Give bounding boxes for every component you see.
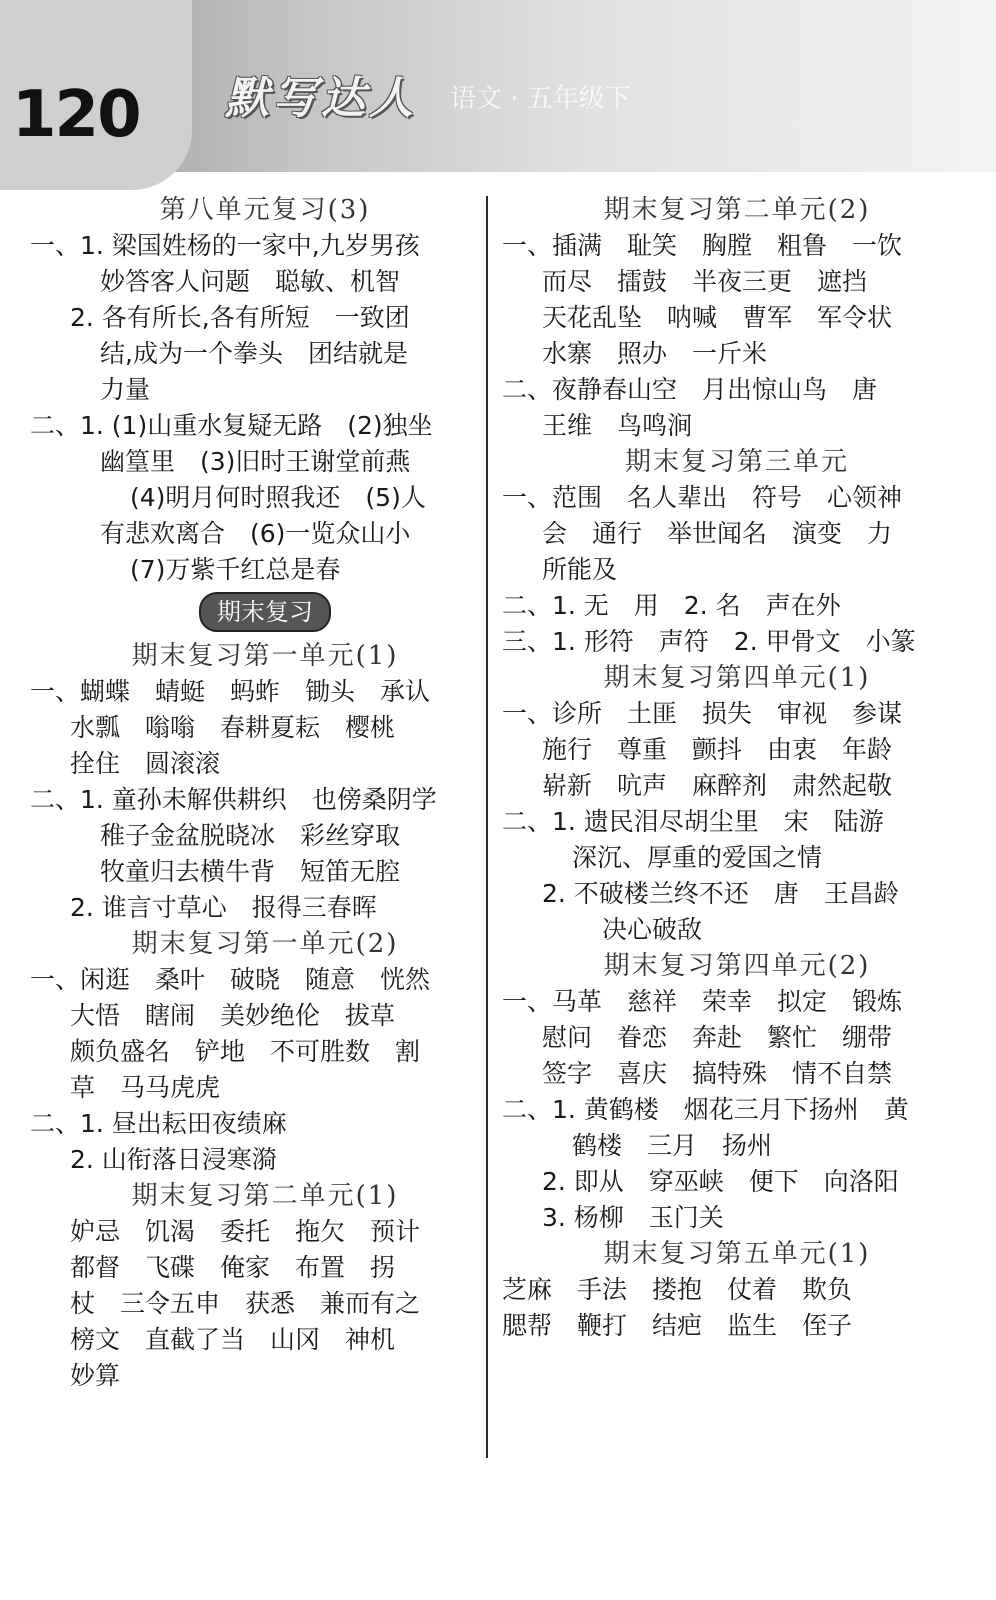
section-title: 期末复习第四单元(2) xyxy=(603,951,871,981)
section-title: 期末复习第二单元(2) xyxy=(603,195,871,225)
right-column xyxy=(502,192,972,1344)
answer-line: 一、范围 名人辈出 符号 心领神 xyxy=(502,483,903,512)
section-title: 期末复习第三单元 xyxy=(624,447,849,477)
section-title: 期末复习第一单元(2) xyxy=(131,929,399,959)
answer-line: 二、1. (1)山重水复疑无路 (2)独坐 xyxy=(30,411,433,440)
final-review-badge: 期末复习 xyxy=(199,592,331,632)
answer-line: 二、1. 遗民泪尽胡尘里 宋 陆游 xyxy=(502,807,884,836)
subject-grade: 语文 · 五年级下 xyxy=(450,84,631,114)
answer-line: 会 通行 举世闻名 演变 力 xyxy=(542,519,893,548)
answer-line: 妙答客人问题 聪敏、机智 xyxy=(100,267,401,296)
answer-line: 决心破敌 xyxy=(602,915,703,944)
answer-line: 妙算 xyxy=(70,1361,121,1390)
answer-line: 2. 即从 穿巫峡 便下 向洛阳 xyxy=(542,1167,899,1196)
answer-line: 一、马革 慈祥 荣幸 拟定 锻炼 xyxy=(502,987,903,1016)
answer-line: 腮帮 鞭打 结疤 监生 侄子 xyxy=(502,1311,853,1340)
answer-line: 幽篁里 (3)旧时王谢堂前燕 xyxy=(100,447,411,476)
section-title: 第八单元复习(3) xyxy=(159,195,371,225)
answer-line: 榜文 直截了当 山冈 神机 xyxy=(70,1325,396,1354)
answer-line: 水寨 照办 一斤米 xyxy=(542,339,768,368)
answer-line: 都督 飞碟 俺家 布置 拐 xyxy=(70,1253,396,1282)
answer-line: 牧童归去横牛背 短笛无腔 xyxy=(100,857,401,886)
section-title: 期末复习第四单元(1) xyxy=(603,663,871,693)
answer-line: 3. 杨柳 玉门关 xyxy=(542,1203,724,1232)
answer-line: 施行 尊重 颤抖 由衷 年龄 xyxy=(542,735,893,764)
answer-line: 签字 喜庆 搞特殊 情不自禁 xyxy=(542,1059,893,1088)
answer-line: 崭新 吭声 麻醉剂 肃然起敬 xyxy=(542,771,893,800)
answer-line: 芝麻 手法 搂抱 仗着 欺负 xyxy=(502,1275,853,1304)
section-title: 期末复习第二单元(1) xyxy=(131,1181,399,1211)
answer-line: 一、闲逛 桑叶 破晓 随意 恍然 xyxy=(30,965,431,994)
answer-line: 水瓢 嗡嗡 春耕夏耘 樱桃 xyxy=(70,713,396,742)
answer-line: (4)明月何时照我还 (5)人 xyxy=(130,483,426,512)
answer-line: 2. 不破楼兰终不还 唐 王昌龄 xyxy=(542,879,899,908)
answer-line: 稚子金盆脱晓冰 彩丝穿取 xyxy=(100,821,401,850)
brand-title: 默写达人 xyxy=(225,73,417,124)
answer-line: 一、1. 梁国姓杨的一家中,九岁男孩 xyxy=(30,231,420,260)
answer-line: 而尽 擂鼓 半夜三更 遮挡 xyxy=(542,267,868,296)
answer-line: 鹤楼 三月 扬州 xyxy=(572,1131,773,1160)
column-divider xyxy=(486,196,488,1458)
answer-line: 二、1. 黄鹤楼 烟花三月下扬州 黄 xyxy=(502,1095,909,1124)
answer-line: 杖 三令五申 获悉 兼而有之 xyxy=(70,1289,421,1318)
answer-line: 深沉、厚重的爱国之情 xyxy=(572,843,823,872)
answer-line: 大悟 瞎闹 美妙绝伦 拔草 xyxy=(70,1001,396,1030)
answer-line: 二、夜静春山空 月出惊山鸟 唐 xyxy=(502,375,878,404)
answer-line: 颇负盛名 铲地 不可胜数 割 xyxy=(70,1037,421,1066)
final-review-banner xyxy=(30,592,500,632)
answer-line: 所能及 xyxy=(542,555,618,584)
left-column xyxy=(30,192,500,1394)
answer-line: 慰问 眷恋 奔赴 繁忙 绷带 xyxy=(542,1023,893,1052)
answer-line: 天花乱坠 呐喊 曹军 军令状 xyxy=(542,303,893,332)
answer-line: 草 马马虎虎 xyxy=(70,1073,221,1102)
answer-line: (7)万紫千红总是春 xyxy=(130,555,341,584)
answer-line: 有悲欢离合 (6)一览众山小 xyxy=(100,519,411,548)
answer-line: 2. 谁言寸草心 报得三春晖 xyxy=(70,893,377,922)
answer-line: 一、蝴蝶 蜻蜓 蚂蚱 锄头 承认 xyxy=(30,677,431,706)
answer-line: 2. 山衔落日浸寒漪 xyxy=(70,1145,277,1174)
answer-line: 一、插满 耻笑 胸膛 粗鲁 一饮 xyxy=(502,231,903,260)
answer-line: 王维 鸟鸣涧 xyxy=(542,411,693,440)
answer-line: 二、1. 无 用 2. 名 声在外 xyxy=(502,591,841,620)
answer-line: 妒忌 饥渴 委托 拖欠 预计 xyxy=(70,1217,421,1246)
answer-line: 一、诊所 土匪 损失 审视 参谋 xyxy=(502,699,903,728)
answer-line: 2. 各有所长,各有所短 一致团 xyxy=(70,303,410,332)
section-title: 期末复习第一单元(1) xyxy=(131,641,399,671)
section-title: 期末复习第五单元(1) xyxy=(603,1239,871,1269)
answer-line: 拴住 圆滚滚 xyxy=(70,749,221,778)
page-number: 120 xyxy=(12,78,140,152)
answer-line: 力量 xyxy=(100,375,151,404)
answer-line: 三、1. 形符 声符 2. 甲骨文 小篆 xyxy=(502,627,916,656)
answer-line: 二、1. 童孙未解供耕织 也傍桑阴学 xyxy=(30,785,437,814)
answer-line: 结,成为一个拳头 团结就是 xyxy=(100,339,408,368)
answer-line: 二、1. 昼出耘田夜绩麻 xyxy=(30,1109,287,1138)
